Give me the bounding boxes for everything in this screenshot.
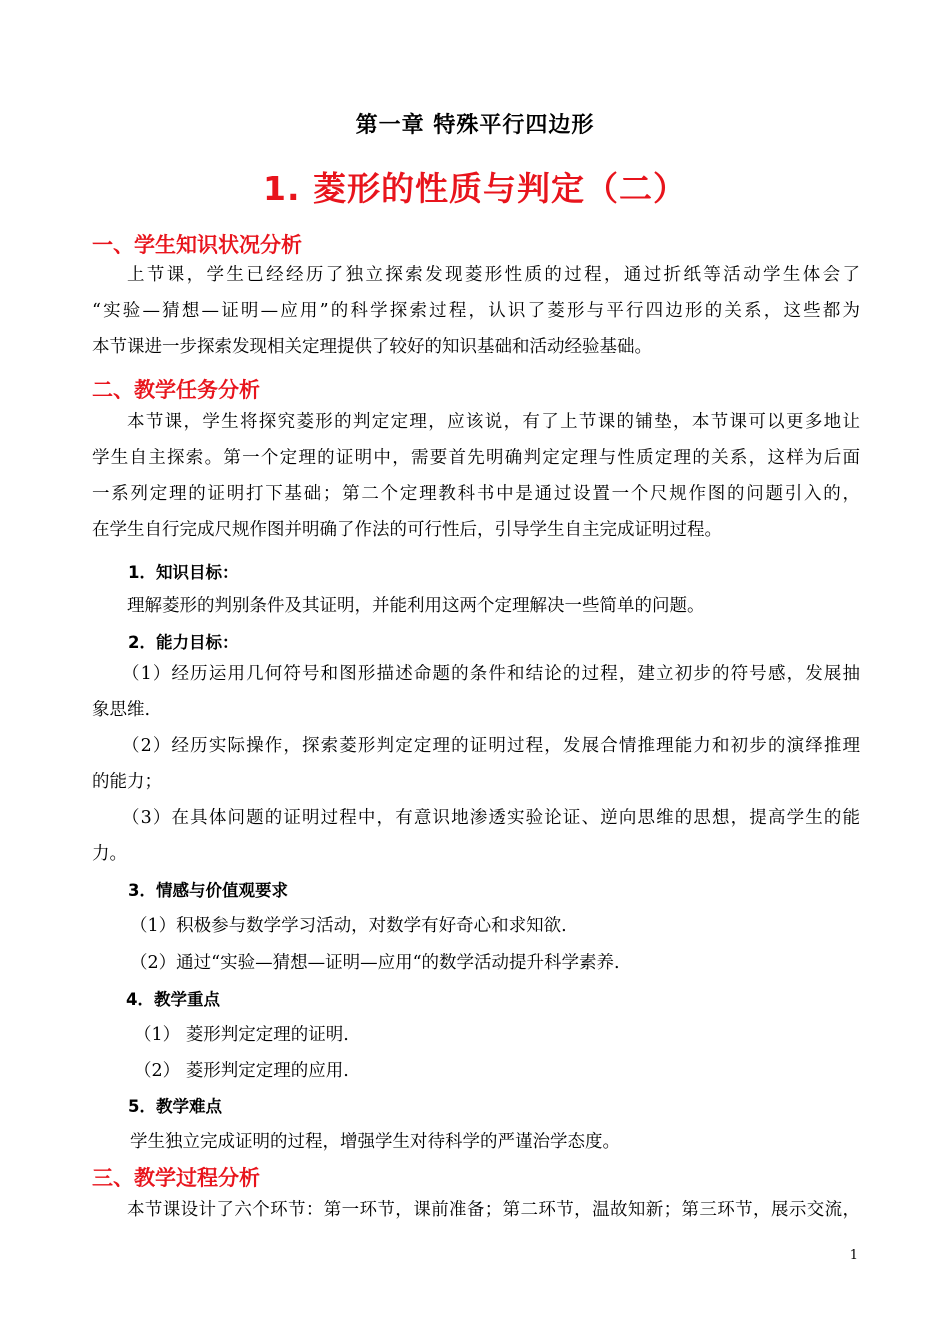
ability-goal-item-2 [92,728,860,800]
lesson-title: 1. 菱形的性质与判定（二） [263,169,687,208]
knowledge-goal-label: 1．知识目标： [128,563,239,582]
paragraph-line: 在学生自行完成尺规作图并明确了作法的可行性后，引导学生自主完成证明过程。 [92,520,722,540]
section-heading-student-knowledge: 一、学生知识状况分析 [92,233,302,257]
key-points-label: 4．教学重点 [126,990,220,1009]
key-points-item-1: （1） 菱形判定定理的证明. [134,1025,349,1045]
difficulties-label: 5．教学难点 [128,1097,222,1116]
emotion-goal-item-1: （1）积极参与数学学习活动，对数学有好奇心和求知欲. [130,916,567,936]
emotion-goal-label: 3．情感与价值观要求 [128,881,288,900]
teaching-task-paragraph [92,404,860,548]
emotion-goal-item-2: （2）通过“实验—猜想—证明—应用“的数学活动提升科学素养. [130,953,620,973]
section-heading-teaching-task: 二、教学任务分析 [92,378,260,402]
key-points-item-2: （2） 菱形判定定理的应用. [134,1061,349,1081]
ability-goal-label: 2．能力目标： [128,633,239,652]
knowledge-goal-text: 理解菱形的判别条件及其证明，并能利用这两个定理解决一些简单的问题。 [127,596,705,616]
page-number: 1 [849,1248,858,1263]
paragraph-line: 本节课进一步探索发现相关定理提供了较好的知识基础和活动经验基础。 [92,337,652,357]
ability-goal-item-1 [92,656,860,728]
difficulties-text: 学生独立完成证明的过程，增强学生对待科学的严谨治学态度。 [130,1132,620,1152]
paragraph-line: 上节课，学生已经经历了独立探索发现菱形性质的过程，通过折纸等活动学生体会了 [127,265,860,285]
paragraph-line: 的能力； [92,772,162,792]
ability-goal-item-3 [92,800,860,872]
paragraph-line: 学生自主探索。第一个定理的证明中，需要首先明确判定定理与性质定理的关系，这样为后面 [92,448,860,468]
chapter-title: 第一章 特殊平行四边形 [355,113,595,138]
paragraph-line: “实验—猜想—证明—应用”的科学探索过程，认识了菱形与平行四边形的关系，这些都为 [92,301,860,321]
paragraph-line: （2）经历实际操作，探索菱形判定定理的证明过程，发展合情推理能力和初步的演绎推理 [122,736,860,756]
section-heading-teaching-process: 三、教学过程分析 [92,1166,260,1190]
paragraph-line: （1）经历运用几何符号和图形描述命题的条件和结论的过程，建立初步的符号感，发展抽 [122,664,860,684]
student-knowledge-paragraph [92,257,860,365]
teaching-process-paragraph [92,1192,860,1228]
paragraph-line: 力。 [92,844,127,864]
paragraph-line: 象思维. [92,700,151,720]
paragraph-line: （3）在具体问题的证明过程中，有意识地渗透实验论证、逆向思维的思想，提高学生的能 [122,808,860,828]
paragraph-line: 本节课设计了六个环节：第一环节，课前准备；第二环节，温故知新；第三环节，展示交流， [127,1200,860,1220]
paragraph-line: 本节课，学生将探究菱形的判定定理，应该说，有了上节课的铺垫，本节课可以更多地让 [127,412,860,432]
paragraph-line: 一系列定理的证明打下基础；第二个定理教科书中是通过设置一个尺规作图的问题引入的， [92,484,860,504]
